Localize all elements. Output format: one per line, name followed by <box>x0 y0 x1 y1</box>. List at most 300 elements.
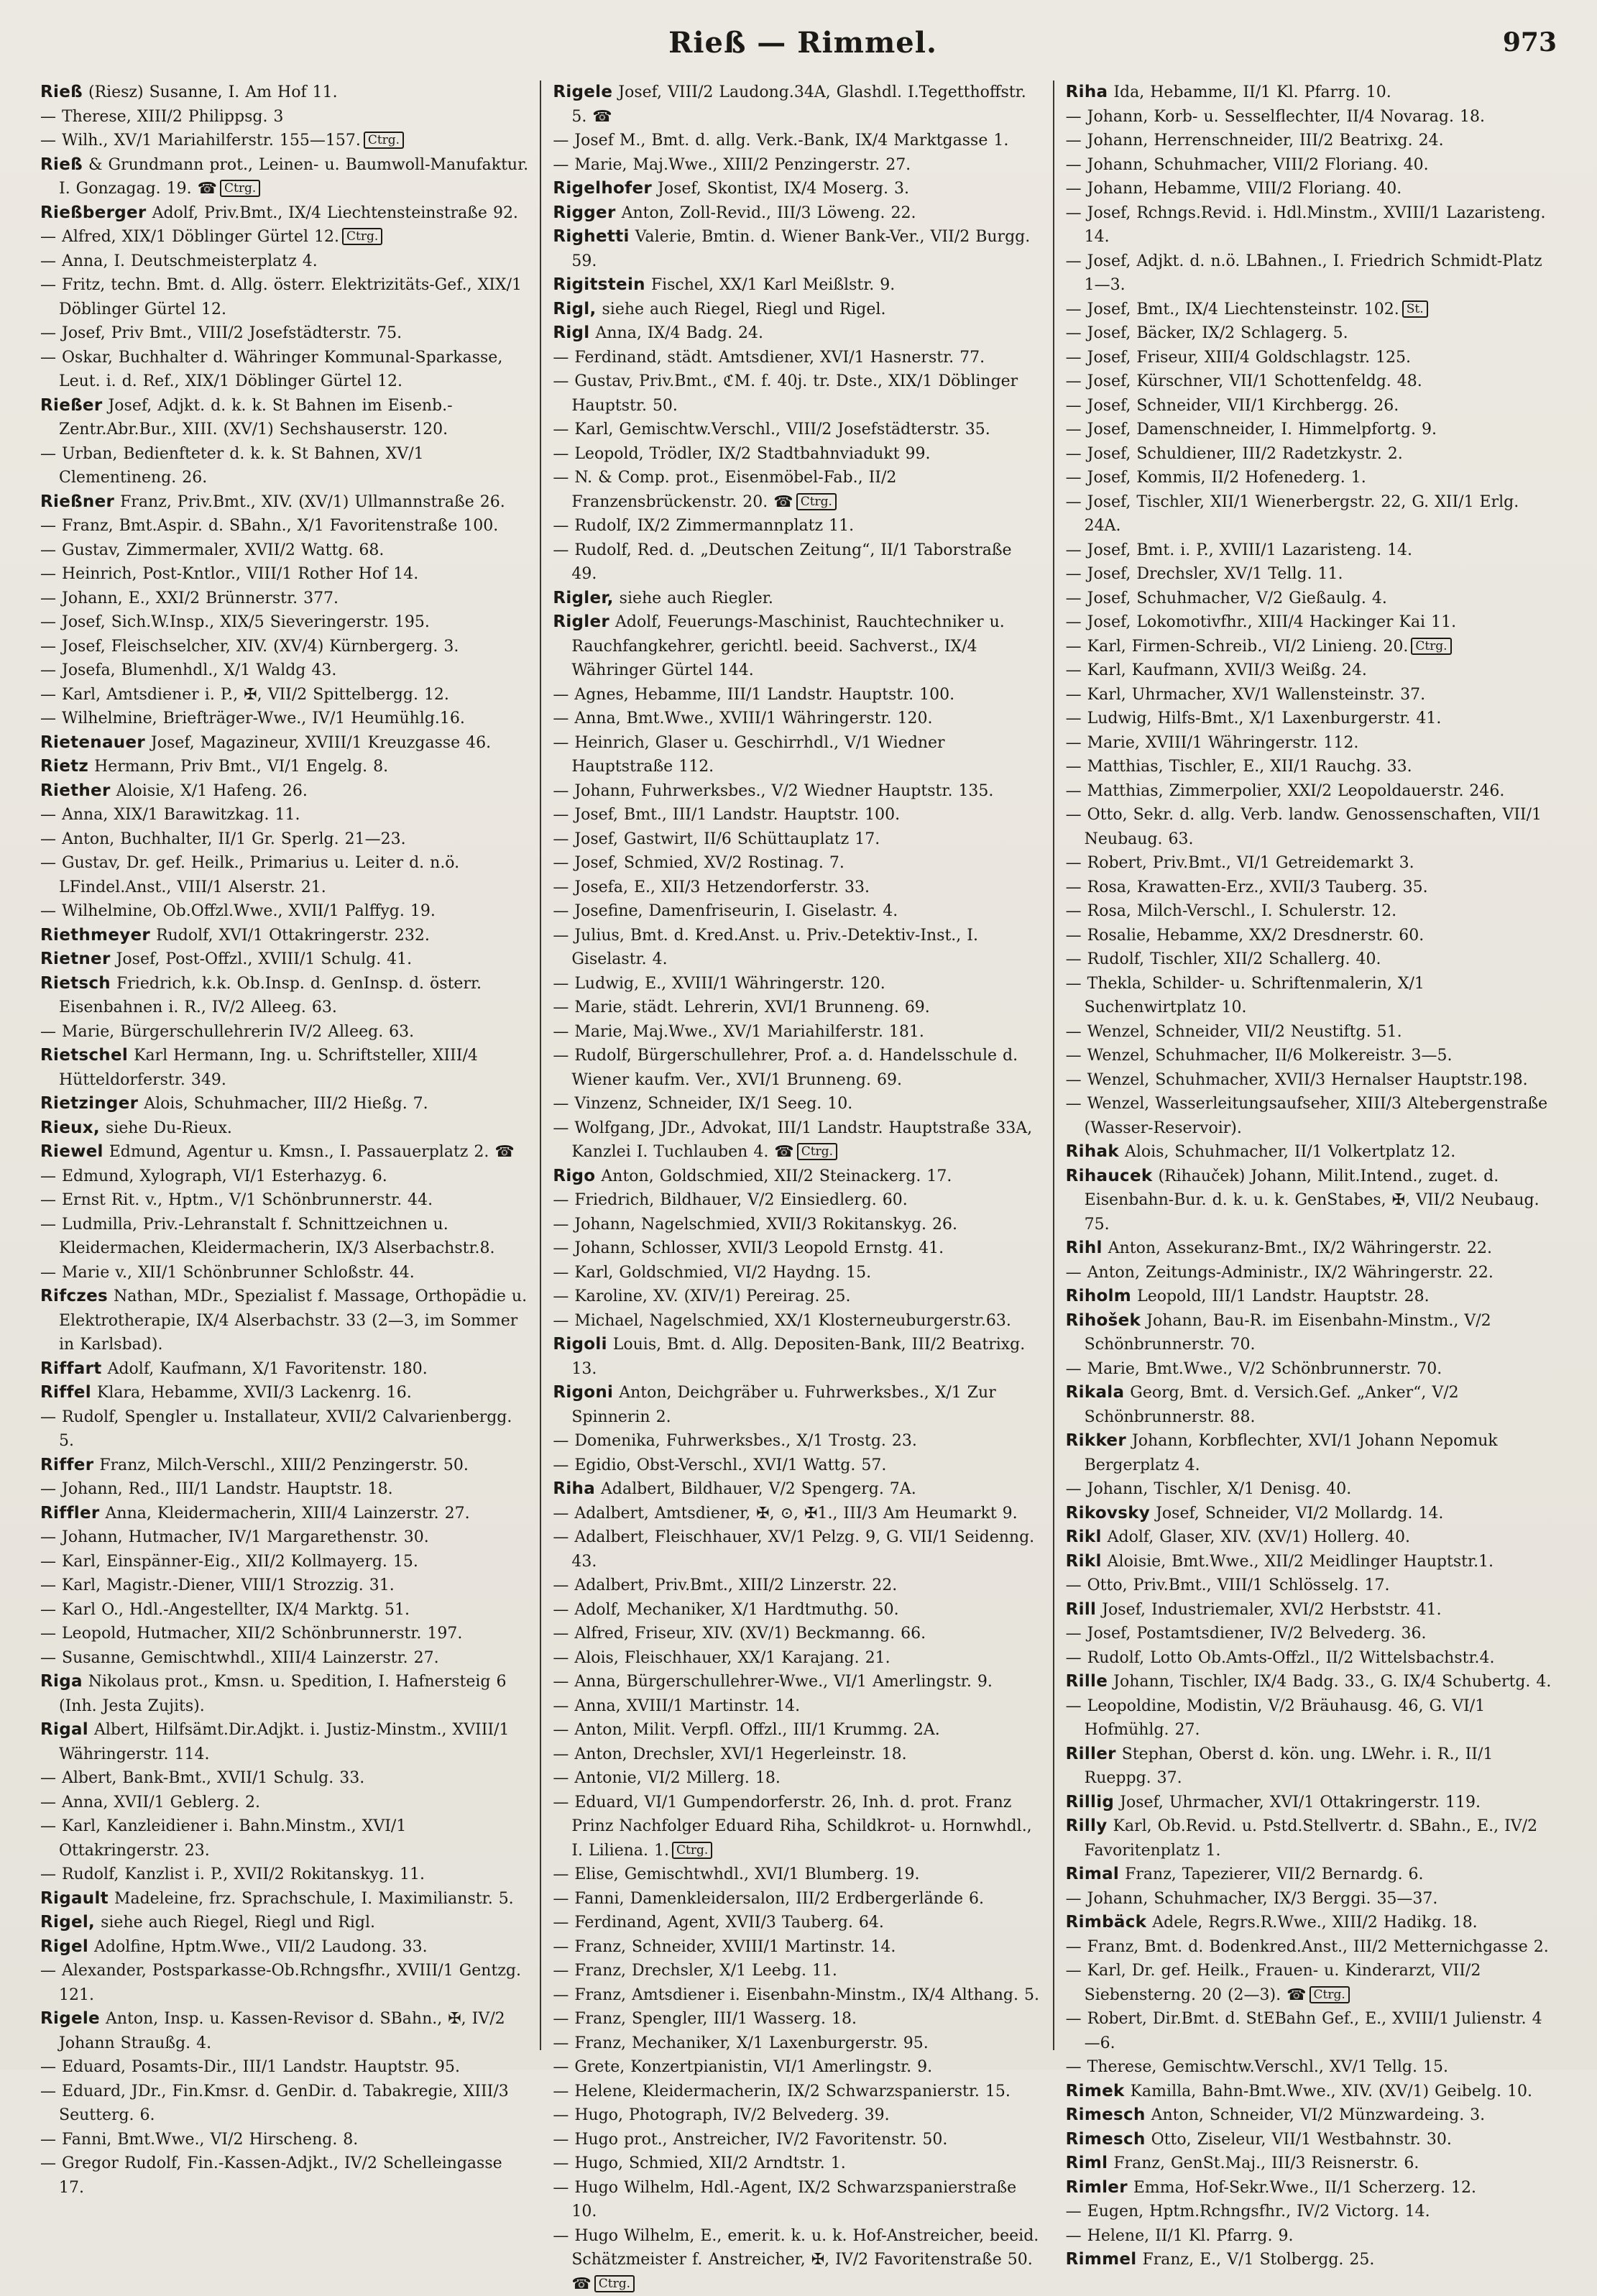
directory-entry <box>553 2007 1041 2031</box>
directory-entry <box>553 201 1041 226</box>
entry-surname: Rikala <box>1066 1383 1125 1402</box>
entry-text: Anton, Deichgräber u. Fuhrwerksbes., X/1 Zur Spinnerin 2. <box>571 1384 995 1426</box>
directory-entry <box>40 1165 528 1189</box>
entry-text: — Susanne, Gemischtwhdl., XIII/4 Lainzerstr. 27. <box>40 1649 439 1667</box>
entry-text: — Karl, Kaufmann, XVII/3 Weißg. 24. <box>1066 661 1367 679</box>
directory-entry <box>40 1814 528 1863</box>
directory-entry <box>40 129 528 153</box>
entry-text: — Anna, I. Deutschmeisterplatz 4. <box>40 252 318 270</box>
entry-surname: Rillig <box>1066 1793 1115 1811</box>
directory-entry <box>553 1766 1041 1791</box>
directory-entry <box>40 2128 528 2152</box>
entry-surname: Rihak <box>1066 1142 1119 1161</box>
entry-surname: Rietenauer <box>40 733 145 752</box>
directory-entry <box>553 177 1041 201</box>
entry-surname: Rikovsky <box>1066 1504 1150 1523</box>
entry-text: Anton, Goldschmied, XII/2 Steinackerg. 17. <box>601 1167 952 1185</box>
entry-text: — Josef, Schuhmacher, V/2 Gießaulg. 4. <box>1066 589 1387 607</box>
entry-surname: Rimesch <box>1066 2130 1146 2149</box>
entry-text: — Otto, Sekr. d. allg. Verb. landw. Genossenschaften, VII/1 Neubaug. 63. <box>1066 806 1542 848</box>
directory-entry <box>1066 1020 1554 1044</box>
entry-text: — Karl, Magistr.-Diener, VIII/1 Strozzig. 31. <box>40 1576 395 1594</box>
directory-entry <box>1066 1092 1554 1140</box>
entry-text: — Leopold, Hutmacher, XII/2 Schönbrunnerstr. 197. <box>40 1625 462 1643</box>
directory-entry <box>40 1911 528 1935</box>
entry-text: — Josef, Sich.W.Insp., XIX/5 Sieveringerstr. 195. <box>40 613 430 631</box>
directory-entry <box>553 1863 1041 1887</box>
entry-text: — Rudolf, Lotto Ob.Amts-Offzl., II/2 Wittelsbachstr.4. <box>1066 1649 1495 1667</box>
entry-text: — Leopold, Trödler, IX/2 Stadtbahnviadukt 99. <box>553 445 930 463</box>
directory-entry <box>1066 683 1554 707</box>
directory-entry <box>1066 1044 1554 1068</box>
entry-text: — Johann, Schuhmacher, IX/3 Berggi. 35—37. <box>1066 1890 1438 1908</box>
entry-text: Anton, Assekuranz-Bmt., IX/2 Währingerstr. 22. <box>1108 1239 1492 1257</box>
entry-text: — Josef, Damenschneider, I. Himmelpfortg. 9. <box>1066 421 1437 438</box>
directory-entry <box>40 105 528 129</box>
directory-entry <box>553 2176 1041 2224</box>
directory-entry <box>1066 972 1554 1020</box>
directory-entry <box>1066 369 1554 394</box>
entry-text: — Karl, Gemischtw.Verschl., VIII/2 Josefstädterstr. 35. <box>553 421 990 438</box>
directory-columns <box>40 81 1565 2050</box>
directory-entry <box>1066 1140 1554 1165</box>
entry-text: — Josef, Bmt. i. P., XVIII/1 Lazaristeng. 14. <box>1066 541 1412 559</box>
entry-text: — Fanni, Bmt.Wwe., VI/2 Hirscheng. 8. <box>40 2131 358 2149</box>
entry-text: Adolf, Kaufmann, X/1 Favoritenstr. 180. <box>108 1360 428 1378</box>
directory-entry <box>1066 129 1554 153</box>
entry-text: — Franz, Mechaniker, X/1 Laxenburgerstr. 95. <box>553 2034 928 2052</box>
entry-text: — Rudolf, Bürgerschullehrer, Prof. a. d. Handelsschule d. Wiener kaufm. Ver., XVI/1 Brunneng. 69. <box>553 1047 1018 1089</box>
entry-text: Adolf, Glaser, XIV. (XV/1) Hollerg. 40. <box>1108 1528 1410 1546</box>
directory-entry <box>1066 2176 1554 2200</box>
directory-entry <box>1066 2128 1554 2152</box>
directory-entry <box>1066 490 1554 538</box>
directory-entry <box>1066 899 1554 924</box>
entry-text: — Ferdinand, Agent, XVII/3 Tauberg. 64. <box>553 1914 883 1932</box>
entry-text: Otto, Ziseleur, VII/1 Westbahnstr. 30. <box>1151 2131 1452 2149</box>
directory-entry <box>40 731 528 756</box>
entry-text: siehe auch Riegel, Riegl und Rigel. <box>602 300 886 318</box>
entry-text: Karl Hermann, Ing. u. Schriftsteller, XIII/4 Hütteldorferstr. 349. <box>59 1047 478 1089</box>
entry-text: — Marie, Maj.Wwe., XIII/2 Penzingerstr. 27. <box>553 156 911 174</box>
entry-text: Stephan, Oberst d. kön. ung. LWehr. i. R., II/1 Rueppg. 37. <box>1085 1745 1494 1788</box>
directory-entry <box>1066 1646 1554 1671</box>
directory-entry <box>1066 346 1554 370</box>
directory-entry <box>553 1309 1041 1333</box>
entry-text: — Alfred, XIX/1 Döblinger Gürtel 12. <box>40 228 339 246</box>
entry-surname: Rigel <box>40 1937 88 1956</box>
entry-text: siehe auch Riegler. <box>620 589 773 607</box>
entry-text: siehe Du-Rieux. <box>106 1119 232 1137</box>
page-title: Rieß — Rimmel. <box>40 26 1565 60</box>
entry-text: Johann, Tischler, IX/4 Badg. 33., G. IX/4 Schubertg. 4. <box>1113 1673 1551 1691</box>
entry-text: — Josef, Kommis, II/2 Hofenederg. 1. <box>1066 469 1366 487</box>
directory-entry <box>40 1550 528 1574</box>
directory-entry <box>553 1116 1041 1165</box>
entry-text: — Josef, Fleischselcher, XIV. (XV/4) Kürnbergerg. 3. <box>40 638 459 656</box>
entry-text: Anna, Kleidermacherin, XIII/4 Lainzerstr. 27. <box>106 1505 470 1523</box>
entry-surname: Riha <box>1066 83 1108 101</box>
entry-badge: Ctrg. <box>1411 638 1451 655</box>
entry-text: — Marie v., XII/1 Schönbrunner Schloßstr. 44. <box>40 1264 415 1282</box>
entry-surname: Rieß <box>40 155 83 174</box>
directory-entry <box>553 1694 1041 1719</box>
entry-text: — Johann, Nagelschmied, XVII/3 Rokitanskyg. 26. <box>553 1216 957 1234</box>
entry-text: — Marie, Maj.Wwe., XV/1 Mariahilferstr. 181. <box>553 1023 924 1041</box>
entry-text: — Josef, Bmt., IX/4 Liechtensteinstr. 102. <box>1066 300 1399 318</box>
entry-surname: Rimesch <box>1066 2106 1146 2124</box>
directory-entry <box>1066 707 1554 731</box>
directory-entry <box>40 972 528 1020</box>
entry-text: Josef, Skontist, IX/4 Moserg. 3. <box>658 180 909 198</box>
directory-column-3 <box>1053 81 1565 2050</box>
directory-entry <box>40 2055 528 2080</box>
entry-text: — Gustav, Zimmermaler, XVII/2 Wattg. 68. <box>40 541 384 559</box>
directory-entry <box>1066 1574 1554 1598</box>
entry-text: Friedrich, k.k. Ob.Insp. d. GenInsp. d. österr. Eisenbahnen i. R., IV/2 Alleeg. 63. <box>59 975 482 1017</box>
directory-entry <box>553 1646 1041 1671</box>
entry-surname: Rigele <box>40 2009 100 2028</box>
entry-text: — Rudolf, Tischler, XII/2 Schallerg. 40. <box>1066 950 1381 968</box>
directory-entry <box>1066 153 1554 178</box>
entry-text: Franz, GenSt.Maj., III/3 Reisnerstr. 6. <box>1113 2154 1419 2172</box>
entry-text: — Josef, Rchngs.Revid. i. Hdl.Minstm., XVIII/1 Lazaristeng. 14. <box>1066 204 1546 247</box>
directory-entry <box>1066 418 1554 442</box>
directory-entry <box>553 1285 1041 1309</box>
directory-entry <box>40 1959 528 2007</box>
directory-entry <box>1066 1911 1554 1935</box>
directory-entry <box>553 683 1041 707</box>
entry-text: Johann, Bau-R. im Eisenbahn-Minstm., V/2 Schönbrunnerstr. 70. <box>1085 1312 1491 1354</box>
directory-entry <box>40 81 528 105</box>
entry-text: — Johann, Hebamme, VIII/2 Floriang. 40. <box>1066 180 1402 198</box>
directory-entry <box>1066 394 1554 418</box>
directory-entry <box>1066 1429 1554 1477</box>
entry-text: — Hugo, Photograph, IV/2 Belvederg. 39. <box>553 2106 889 2124</box>
entry-text: Kamilla, Bahn-Bmt.Wwe., XIV. (XV/1) Geibelg. 10. <box>1131 2083 1532 2100</box>
entry-text: — Josef, Kürschner, VII/1 Schottenfeldg. 48. <box>1066 372 1422 390</box>
entry-surname: Rigele <box>553 83 612 101</box>
entry-surname: Rigal <box>40 1720 88 1739</box>
entry-text: siehe auch Riegel, Riegl und Rigl. <box>101 1914 375 1932</box>
entry-text: — Helene, II/1 Kl. Pfarrg. 9. <box>1066 2227 1294 2245</box>
directory-entry <box>1066 2055 1554 2080</box>
entry-badge: Ctrg. <box>797 1143 837 1160</box>
directory-entry <box>553 1622 1041 1646</box>
entry-badge: Ctrg. <box>342 228 382 245</box>
directory-entry <box>553 1742 1041 1767</box>
directory-entry <box>553 1261 1041 1285</box>
directory-entry <box>40 2007 528 2055</box>
entry-surname: Riewel <box>40 1142 103 1161</box>
entry-badge: Ctrg. <box>594 2275 635 2292</box>
directory-entry <box>1066 755 1554 779</box>
directory-entry <box>40 1140 528 1165</box>
entry-text: Franz, Priv.Bmt., XIV. (XV/1) Ullmannstraße 26. <box>120 493 505 511</box>
entry-text: — Karl, Firmen-Schreib., VI/2 Linieng. 20. <box>1066 638 1409 656</box>
entry-surname: Rimal <box>1066 1865 1119 1883</box>
entry-text: — Antonie, VI/2 Millerg. 18. <box>553 1769 781 1787</box>
entry-text: — Franz, Bmt.Aspir. d. SBahn., X/1 Favoritenstraße 100. <box>40 517 498 535</box>
entry-text: — Therese, XIII/2 Philippsg. 3 <box>40 108 283 126</box>
entry-text: — Josefa, Blumenhdl., X/1 Waldg 43. <box>40 661 336 679</box>
entry-text: — Josefine, Damenfriseurin, I. Giselastr. 4. <box>553 902 898 920</box>
entry-badge: Ctrg. <box>364 132 404 149</box>
directory-entry <box>40 779 528 804</box>
directory-entry <box>40 1405 528 1454</box>
directory-entry <box>1066 201 1554 249</box>
directory-entry <box>1066 1236 1554 1261</box>
entry-text: Nathan, MDr., Spezialist f. Massage, Orthopädie u. Elektrotherapie, IX/4 Alserbachstr. 33 (2—3, im Sommer in Karlsbad). <box>59 1287 527 1354</box>
directory-entry <box>40 610 528 635</box>
directory-entry <box>553 273 1041 298</box>
entry-surname: Rigelhofer <box>553 179 652 198</box>
directory-entry <box>1066 2248 1554 2272</box>
directory-entry <box>1066 2152 1554 2176</box>
directory-entry <box>1066 249 1554 298</box>
entry-text: Klara, Hebamme, XVII/3 Lackenrg. 16. <box>97 1384 412 1402</box>
entry-surname: Rihošek <box>1066 1311 1141 1330</box>
entry-text: — Ludmilla, Priv.-Lehranstalt f. Schnittzeichnen u. Kleidermachen, Kleidermacherin, IX/3 Alserbachstr.8. <box>40 1216 495 1258</box>
directory-entry <box>553 2031 1041 2056</box>
entry-surname: Rimler <box>1066 2178 1128 2197</box>
directory-entry <box>553 1525 1041 1574</box>
directory-entry <box>553 466 1041 514</box>
directory-column-2 <box>540 81 1052 2050</box>
entry-text: — Wenzel, Schuhmacher, XVII/3 Hernalser Hauptstr.198. <box>1066 1071 1528 1089</box>
directory-entry <box>1066 1068 1554 1093</box>
entry-text: — Albert, Bank-Bmt., XVII/1 Schulg. 33. <box>40 1769 364 1787</box>
directory-entry <box>553 1935 1041 1960</box>
entry-text: — Marie, städt. Lehrerin, XVI/1 Brunneng. 69. <box>553 998 929 1016</box>
entry-text: — Josef, Friseur, XIII/4 Goldschlagstr. 125. <box>1066 349 1411 367</box>
entry-text: — Adalbert, Amtsdiener, ✠, ⊙, ✠1., III/3 Am Heumarkt 9. <box>553 1505 1017 1523</box>
entry-text: — Matthias, Tischler, E., XII/1 Rauchg. 33. <box>1066 758 1412 776</box>
directory-entry <box>40 1670 528 1718</box>
entry-text: — Josef, Adjkt. d. n.ö. LBahnen., I. Friedrich Schmidt-Platz 1—3. <box>1066 252 1542 295</box>
entry-text: — Karl, Dr. gef. Heilk., Frauen- u. Kinderarzt, VII/2 Siebensterng. 20 (2—3). ☎ <box>1066 1962 1481 2004</box>
directory-entry <box>553 1381 1041 1429</box>
directory-entry <box>1066 298 1554 322</box>
entry-text: — N. & Comp. prot., Eisenmöbel-Fab., II/2 Franzensbrückenstr. 20. ☎ <box>553 469 896 511</box>
entry-surname: Rimbäck <box>1066 1913 1147 1932</box>
directory-entry <box>553 1165 1041 1189</box>
directory-entry <box>1066 1261 1554 1285</box>
entry-surname: Rietschel <box>40 1046 128 1065</box>
directory-entry <box>1066 1502 1554 1526</box>
directory-entry <box>1066 177 1554 201</box>
directory-entry <box>553 1020 1041 1044</box>
entry-text: Anton, Zoll-Revid., III/3 Löweng. 22. <box>622 204 916 222</box>
entry-text: — Helene, Kleidermacherin, IX/2 Schwarzspanierstr. 15. <box>553 2083 1011 2100</box>
entry-surname: Rihaucek <box>1066 1167 1153 1185</box>
entry-text: Adolfine, Hptm.Wwe., VII/2 Laudong. 33. <box>94 1938 428 1956</box>
directory-entry <box>40 827 528 852</box>
directory-entry <box>553 587 1041 611</box>
entry-text: — Hugo Wilhelm, Hdl.-Agent, IX/2 Schwarzspanierstraße 10. <box>553 2179 1016 2221</box>
directory-entry <box>40 153 528 201</box>
entry-text: Adalbert, Bildhauer, V/2 Spengerg. 7A. <box>601 1480 916 1498</box>
entry-text: — Ludwig, Hilfs-Bmt., X/1 Laxenburgerstr. 41. <box>1066 710 1442 727</box>
directory-entry <box>553 1887 1041 1911</box>
entry-text: — Rudolf, Spengler u. Installateur, XVII/2 Calvarienbergg. 5. <box>40 1408 512 1451</box>
directory-entry <box>553 298 1041 322</box>
directory-entry <box>1066 1935 1554 1960</box>
entry-text: — Eduard, JDr., Fin.Kmsr. d. GenDir. d. Tabakregie, XIII/3 Seutterg. 6. <box>40 2083 509 2125</box>
entry-text: — Johann, Red., III/1 Landstr. Hauptstr. 18. <box>40 1480 393 1498</box>
directory-entry <box>553 129 1041 153</box>
directory-entry <box>40 851 528 899</box>
directory-entry <box>40 321 528 346</box>
directory-entry <box>40 924 528 948</box>
directory-entry <box>1066 1694 1554 1742</box>
directory-entry <box>553 442 1041 467</box>
directory-entry <box>553 153 1041 178</box>
entry-text: & Grundmann prot., Leinen- u. Baumwoll-Manufaktur. I. Gonzagag. 19. ☎ <box>59 156 528 198</box>
directory-entry <box>40 1381 528 1405</box>
entry-text: Franz, E., V/1 Stolbergg. 25. <box>1142 2251 1374 2269</box>
entry-surname: Riethmeyer <box>40 926 150 945</box>
entry-text: — Josef, Postamtsdiener, IV/2 Belvederg. 36. <box>1066 1625 1427 1643</box>
entry-text: — Josef, Lokomotivfhr., XIII/4 Hackinger Kai 11. <box>1066 613 1456 631</box>
directory-entry <box>553 2103 1041 2128</box>
entry-text: — Eduard, Posamts-Dir., III/1 Landstr. Hauptstr. 95. <box>40 2058 460 2076</box>
entry-text: Madeleine, frz. Sprachschule, I. Maximilianstr. 5. <box>114 1890 514 1908</box>
entry-text: — Johann, Fuhrwerksbes., V/2 Wiedner Hauptstr. 135. <box>553 782 993 800</box>
entry-text: — Wilh., XV/1 Mariahilferstr. 155—157. <box>40 132 361 150</box>
entry-text: Edmund, Agentur u. Kmsn., I. Passauerplatz 2. ☎ <box>109 1143 515 1161</box>
directory-entry <box>40 1887 528 1911</box>
directory-entry <box>553 2152 1041 2176</box>
entry-text: — Johann, Herrenschneider, III/2 Beatrixg. 24. <box>1066 132 1444 150</box>
entry-text: — Karl, Uhrmacher, XV/1 Wallensteinstr. 37. <box>1066 686 1425 704</box>
entry-text: — Franz, Bmt. d. Bodenkred.Anst., III/2 Metternichgasse 2. <box>1066 1938 1549 1956</box>
entry-badge: Ctrg. <box>672 1842 712 1859</box>
directory-entry <box>40 1357 528 1382</box>
entry-surname: Rigo <box>553 1167 595 1185</box>
entry-text: — Josef, Gastwirt, II/6 Schüttauplatz 17. <box>553 830 880 848</box>
directory-entry <box>553 81 1041 129</box>
entry-surname: Rigel, <box>40 1913 95 1932</box>
entry-surname: Riholm <box>1066 1287 1131 1305</box>
entry-surname: Rietzinger <box>40 1094 138 1113</box>
directory-entry <box>553 731 1041 779</box>
directory-entry <box>40 1574 528 1598</box>
entry-text: Adele, Regrs.R.Wwe., XIII/2 Hadikg. 18. <box>1152 1914 1477 1932</box>
entry-text: — Therese, Gemischtw.Verschl., XV/1 Tellg. 15. <box>1066 2058 1448 2076</box>
directory-entry <box>1066 1309 1554 1357</box>
entry-text: — Johann, Korb- u. Sesselflechter, II/4 Novarag. 18. <box>1066 108 1485 126</box>
directory-entry <box>40 1598 528 1622</box>
entry-text: — Robert, Dir.Bmt. d. StEBahn Gef., E., XVIII/1 Julienstr. 4—6. <box>1066 2010 1542 2052</box>
entry-text: Adolf, Feuerungs-Maschinist, Rauchtechniker u. Rauchfangkehrer, gerichtl. beeid. Sachverst., IX/4 Währinger Gürtel 144. <box>571 613 1004 679</box>
directory-entry <box>1066 538 1554 563</box>
entry-badge: Ctrg. <box>796 493 837 510</box>
directory-entry <box>553 2224 1041 2296</box>
entry-text: — Hugo Wilhelm, E., emerit. k. u. k. Hof-Anstreicher, beeid. Schätzmeister f. Anstreicher, ✠, IV/2 Favoritenstraße 50. ☎ <box>553 2227 1039 2293</box>
entry-text: — Gregor Rudolf, Fin.-Kassen-Adjkt., IV/2 Schelleingasse 17. <box>40 2154 502 2197</box>
directory-entry <box>1066 924 1554 948</box>
directory-entry <box>1066 2103 1554 2128</box>
directory-entry <box>553 1598 1041 1622</box>
entry-text: — Anna, XIX/1 Barawitzkag. 11. <box>40 806 300 824</box>
entry-text: — Karoline, XV. (XIV/1) Pereirag. 25. <box>553 1287 850 1305</box>
entry-surname: Rietsch <box>40 974 111 993</box>
directory-entry <box>1066 562 1554 587</box>
directory-entry <box>553 1791 1041 1863</box>
entry-text: — Anna, XVII/1 Geblerg. 2. <box>40 1794 260 1811</box>
directory-entry <box>40 1454 528 1478</box>
directory-column-1 <box>40 81 540 2050</box>
directory-entry <box>40 1285 528 1357</box>
entry-text: — Michael, Nagelschmied, XX/1 Klosterneuburgerstr.63. <box>553 1312 1011 1330</box>
entry-surname: Rigler, <box>553 589 613 607</box>
entry-text: — Domenika, Fuhrwerksbes., X/1 Trostg. 23. <box>553 1432 917 1450</box>
directory-entry <box>40 2152 528 2200</box>
entry-text: Ida, Hebamme, II/1 Kl. Pfarrg. 10. <box>1113 83 1391 101</box>
entry-text: Franz, Milch-Verschl., XIII/2 Penzingerstr. 50. <box>99 1456 469 1474</box>
entry-surname: Rieß <box>40 83 83 101</box>
directory-entry <box>40 1791 528 1815</box>
directory-entry <box>553 1477 1041 1502</box>
directory-entry <box>553 803 1041 827</box>
directory-entry <box>1066 2224 1554 2249</box>
entry-text: — Johann, E., XXI/2 Brünnerstr. 377. <box>40 589 339 607</box>
entry-text: — Adolf, Mechaniker, X/1 Hardtmuthg. 50. <box>553 1601 898 1619</box>
directory-entry <box>553 996 1041 1020</box>
entry-text: — Karl, Goldschmied, VI/2 Haydng. 15. <box>553 1264 871 1282</box>
entry-text: Adolf, Priv.Bmt., IX/4 Liechtensteinstraße 92. <box>152 204 518 222</box>
directory-entry <box>40 1622 528 1646</box>
entry-text: — Rudolf, Kanzlist i. P., XVII/2 Rokitanskyg. 11. <box>40 1865 425 1883</box>
directory-entry <box>553 1670 1041 1694</box>
entry-text: — Gustav, Priv.Bmt., ℭM. f. 40j. tr. Dste., XIX/1 Döblinger Hauptstr. 50. <box>553 372 1018 415</box>
entry-surname: Rigger <box>553 203 615 222</box>
entry-surname: Riffel <box>40 1383 91 1402</box>
directory-entry <box>553 1574 1041 1598</box>
entry-text: Josef, Magazineur, XVIII/1 Kreuzgasse 46. <box>151 734 491 752</box>
directory-entry <box>40 201 528 226</box>
entry-text: Louis, Bmt. d. Allg. Depositen-Bank, III/2 Beatrixg. 13. <box>571 1336 1025 1378</box>
directory-entry <box>1066 1357 1554 1382</box>
entry-surname: Rimmel <box>1066 2250 1137 2269</box>
directory-entry <box>1066 1381 1554 1429</box>
directory-entry <box>1066 1742 1554 1791</box>
directory-entry <box>40 394 528 442</box>
entry-text: Josef, Post-Offzl., XVIII/1 Schulg. 41. <box>116 950 413 968</box>
entry-surname: Rießer <box>40 396 102 415</box>
entry-surname: Rigault <box>40 1889 109 1908</box>
entry-text: — Franz, Drechsler, X/1 Leebg. 11. <box>553 1962 837 1980</box>
entry-text: — Hugo prot., Anstreicher, IV/2 Favoritenstr. 50. <box>553 2131 947 2149</box>
directory-entry <box>1066 1285 1554 1309</box>
directory-entry <box>40 273 528 321</box>
entry-text: — Josef, Schneider, VII/1 Kirchbergg. 26. <box>1066 397 1399 415</box>
directory-entry <box>40 562 528 587</box>
entry-surname: Riffler <box>40 1504 100 1523</box>
entry-text: Josef, Industriemaler, XVI/2 Herbststr. 41. <box>1102 1601 1441 1619</box>
entry-text: — Marie, XVIII/1 Währingerstr. 112. <box>1066 734 1359 752</box>
entry-text: — Gustav, Dr. gef. Heilk., Primarius u. Leiter d. n.ö. LFindel.Anst., VIII/1 Alserstr. 21. <box>40 854 459 896</box>
entry-text: — Fanni, Damenkleidersalon, III/2 Erdbergerlände 6. <box>553 1890 984 1908</box>
entry-text: Aloisie, Bmt.Wwe., XII/2 Meidlinger Hauptstr.1. <box>1108 1553 1494 1571</box>
directory-entry <box>1066 466 1554 490</box>
directory-entry <box>40 947 528 972</box>
entry-surname: Rimek <box>1066 2082 1125 2100</box>
directory-entry <box>40 225 528 249</box>
entry-text: — Marie, Bmt.Wwe., V/2 Schönbrunnerstr. 70. <box>1066 1360 1442 1378</box>
directory-entry <box>553 1044 1041 1092</box>
